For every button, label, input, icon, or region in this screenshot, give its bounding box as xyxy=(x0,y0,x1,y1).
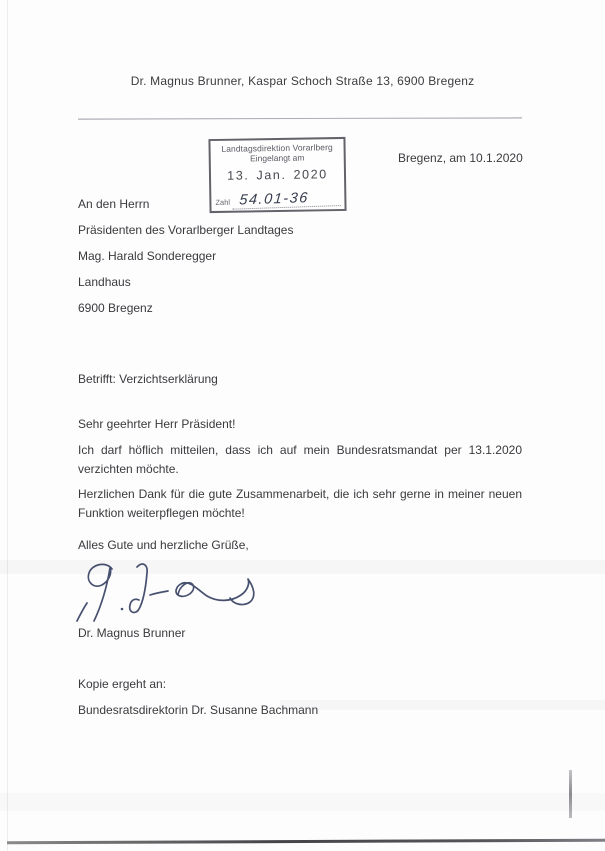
closing-line: Alles Gute und herzliche Grüße, xyxy=(78,538,249,552)
scan-left-edge xyxy=(7,0,8,851)
recipient-line: Landhaus xyxy=(78,275,131,289)
stamp-org: Landtagsdirektion Vorarlberg xyxy=(221,142,333,154)
recipient-line: 6900 Bregenz xyxy=(78,301,153,315)
subject-line: Betrifft: Verzichtserklärung xyxy=(78,372,218,386)
scan-artifact xyxy=(569,770,572,818)
body-paragraph xyxy=(78,485,522,523)
body-paragraph xyxy=(78,441,522,479)
stamp-received-date: 13. Jan. 2020 xyxy=(227,167,328,183)
cc-recipient: Bundesratsdirektorin Dr. Susanne Bachmann xyxy=(78,703,319,717)
cc-label: Kopie ergeht an: xyxy=(78,677,167,691)
signatory-name: Dr. Magnus Brunner xyxy=(78,626,186,640)
scan-bottom-edge xyxy=(7,839,605,844)
sender-address-line: Dr. Magnus Brunner, Kaspar Schoch Straße 13, 6900 Bregenz xyxy=(130,74,475,88)
body-line: Ich darf höflich mitteilen, dass ich auf mein Bundesratsmandat per 13.1.2020 xyxy=(78,443,522,457)
recipient-line: Mag. Harald Sonderegger xyxy=(78,249,217,263)
recipient-line: Präsidenten des Vorarlberger Landtages xyxy=(78,223,294,237)
body-line: Herzlichen Dank für die gute Zusammenarbeit, die ich sehr gerne in meiner neuen xyxy=(78,487,522,501)
scan-artifact xyxy=(280,700,605,710)
recipient-line: An den Herrn xyxy=(78,197,150,211)
place-date-line: Bregenz, am 10.1.2020 xyxy=(398,151,523,165)
recipient-block xyxy=(78,191,293,321)
stamp-zahl-label: Zahl xyxy=(215,197,231,207)
salutation-line: Sehr geehrter Herr Präsident! xyxy=(78,417,236,431)
body-line: verzichten möchte. xyxy=(78,462,179,476)
stamp-received-label: Eingelangt am xyxy=(249,152,305,164)
stamp-zahl-handwritten-value: 54.01-36 xyxy=(232,190,342,210)
handwritten-signature xyxy=(72,558,272,628)
scan-artifact xyxy=(0,793,605,811)
header-divider xyxy=(78,117,522,119)
cc-block xyxy=(78,671,318,723)
body-line: Funktion weiterpflegen möchte! xyxy=(78,506,245,520)
